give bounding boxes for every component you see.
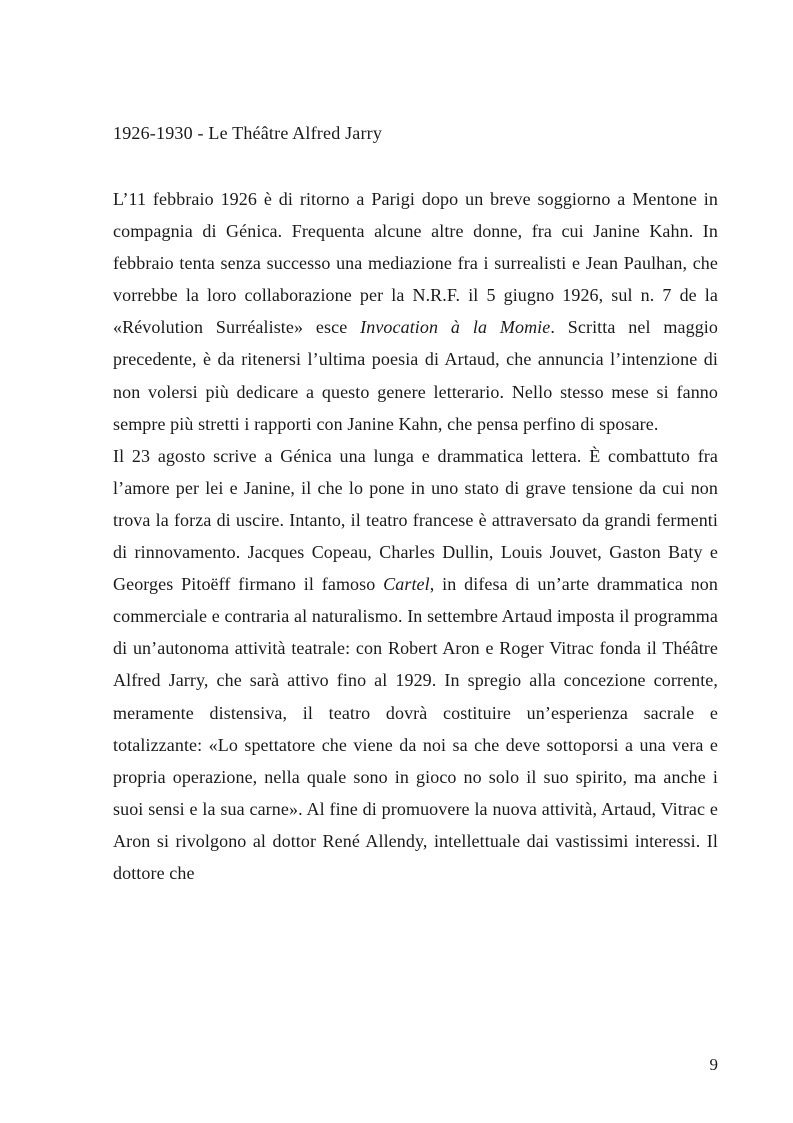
- page-number: 9: [709, 1055, 718, 1074]
- paragraph-1-text-a: L’11 febbraio 1926 è di ritorno a Parigi dopo un breve soggiorno a Mentone in compagnia di Génica. Frequenta alcune altre donne, fra cui Janine Kahn. In febbraio tenta senza successo una mediazione fra i surrealisti e Jean Paulhan, che vorrebbe la loro collaborazione per la N.R.F. il 5 giugno 1926, sul n. 7 de la «Révolution Surréaliste» esce: [113, 189, 718, 338]
- paragraph-2-text-b: , in difesa di un’arte drammatica non commerciale e contraria al naturalismo. In settembre Artaud imposta il programma di un’autonoma attività teatrale: con Robert Aron e Roger Vitrac fonda il Théâtre Alfred Jarry, che sarà attivo fino al 1929. In spregio alla concezione corrente, meramente distensiva, il teatro dovrà costituire un’esperienza sacrale e totalizzante: «Lo spettatore che viene da noi sa che deve sottoporsi a una vera e propria operazione, nella quale sono in gioco no solo il suo spirito, ma anche i suoi sensi e la sua carne». Al fine di promuovere la nuova attività, Artaud, Vitrac e Aron si rivolgono al dottor René Allendy, intellettuale dai vastissimi interessi. Il dottore che: [113, 574, 718, 883]
- paragraph-1-italic-title: Invocation à la Momie: [360, 317, 551, 338]
- paragraph-1-text-b: . Scritta nel maggio precedente, è da ritenersi l’ultima poesia di Artaud, che annuncia l’intenzione di non volersi più dedicare a questo genere letterario. Nello stesso mese si fanno sempre più stretti i rapporti con Janine Kahn, che pensa perfino di sposare.: [113, 317, 718, 434]
- paragraph-2-italic-title: Cartel: [383, 574, 430, 595]
- paragraph-2: [113, 440, 718, 889]
- body-text: [113, 183, 718, 889]
- paragraph-1: [113, 183, 718, 440]
- section-heading: 1926-1930 - Le Théâtre Alfred Jarry: [113, 123, 383, 143]
- paragraph-2-text-a: Il 23 agosto scrive a Génica una lunga e drammatica lettera. È combattuto fra l’amore per lei e Janine, il che lo pone in uno stato di grave tensione da cui non trova la forza di uscire. Intanto, il teatro francese è attraversato da grandi fermenti di rinnovamento. Jacques Copeau, Charles Dullin, Louis Jouvet, Gaston Baty e Georges Pitoëff firmano il famoso: [113, 445, 718, 595]
